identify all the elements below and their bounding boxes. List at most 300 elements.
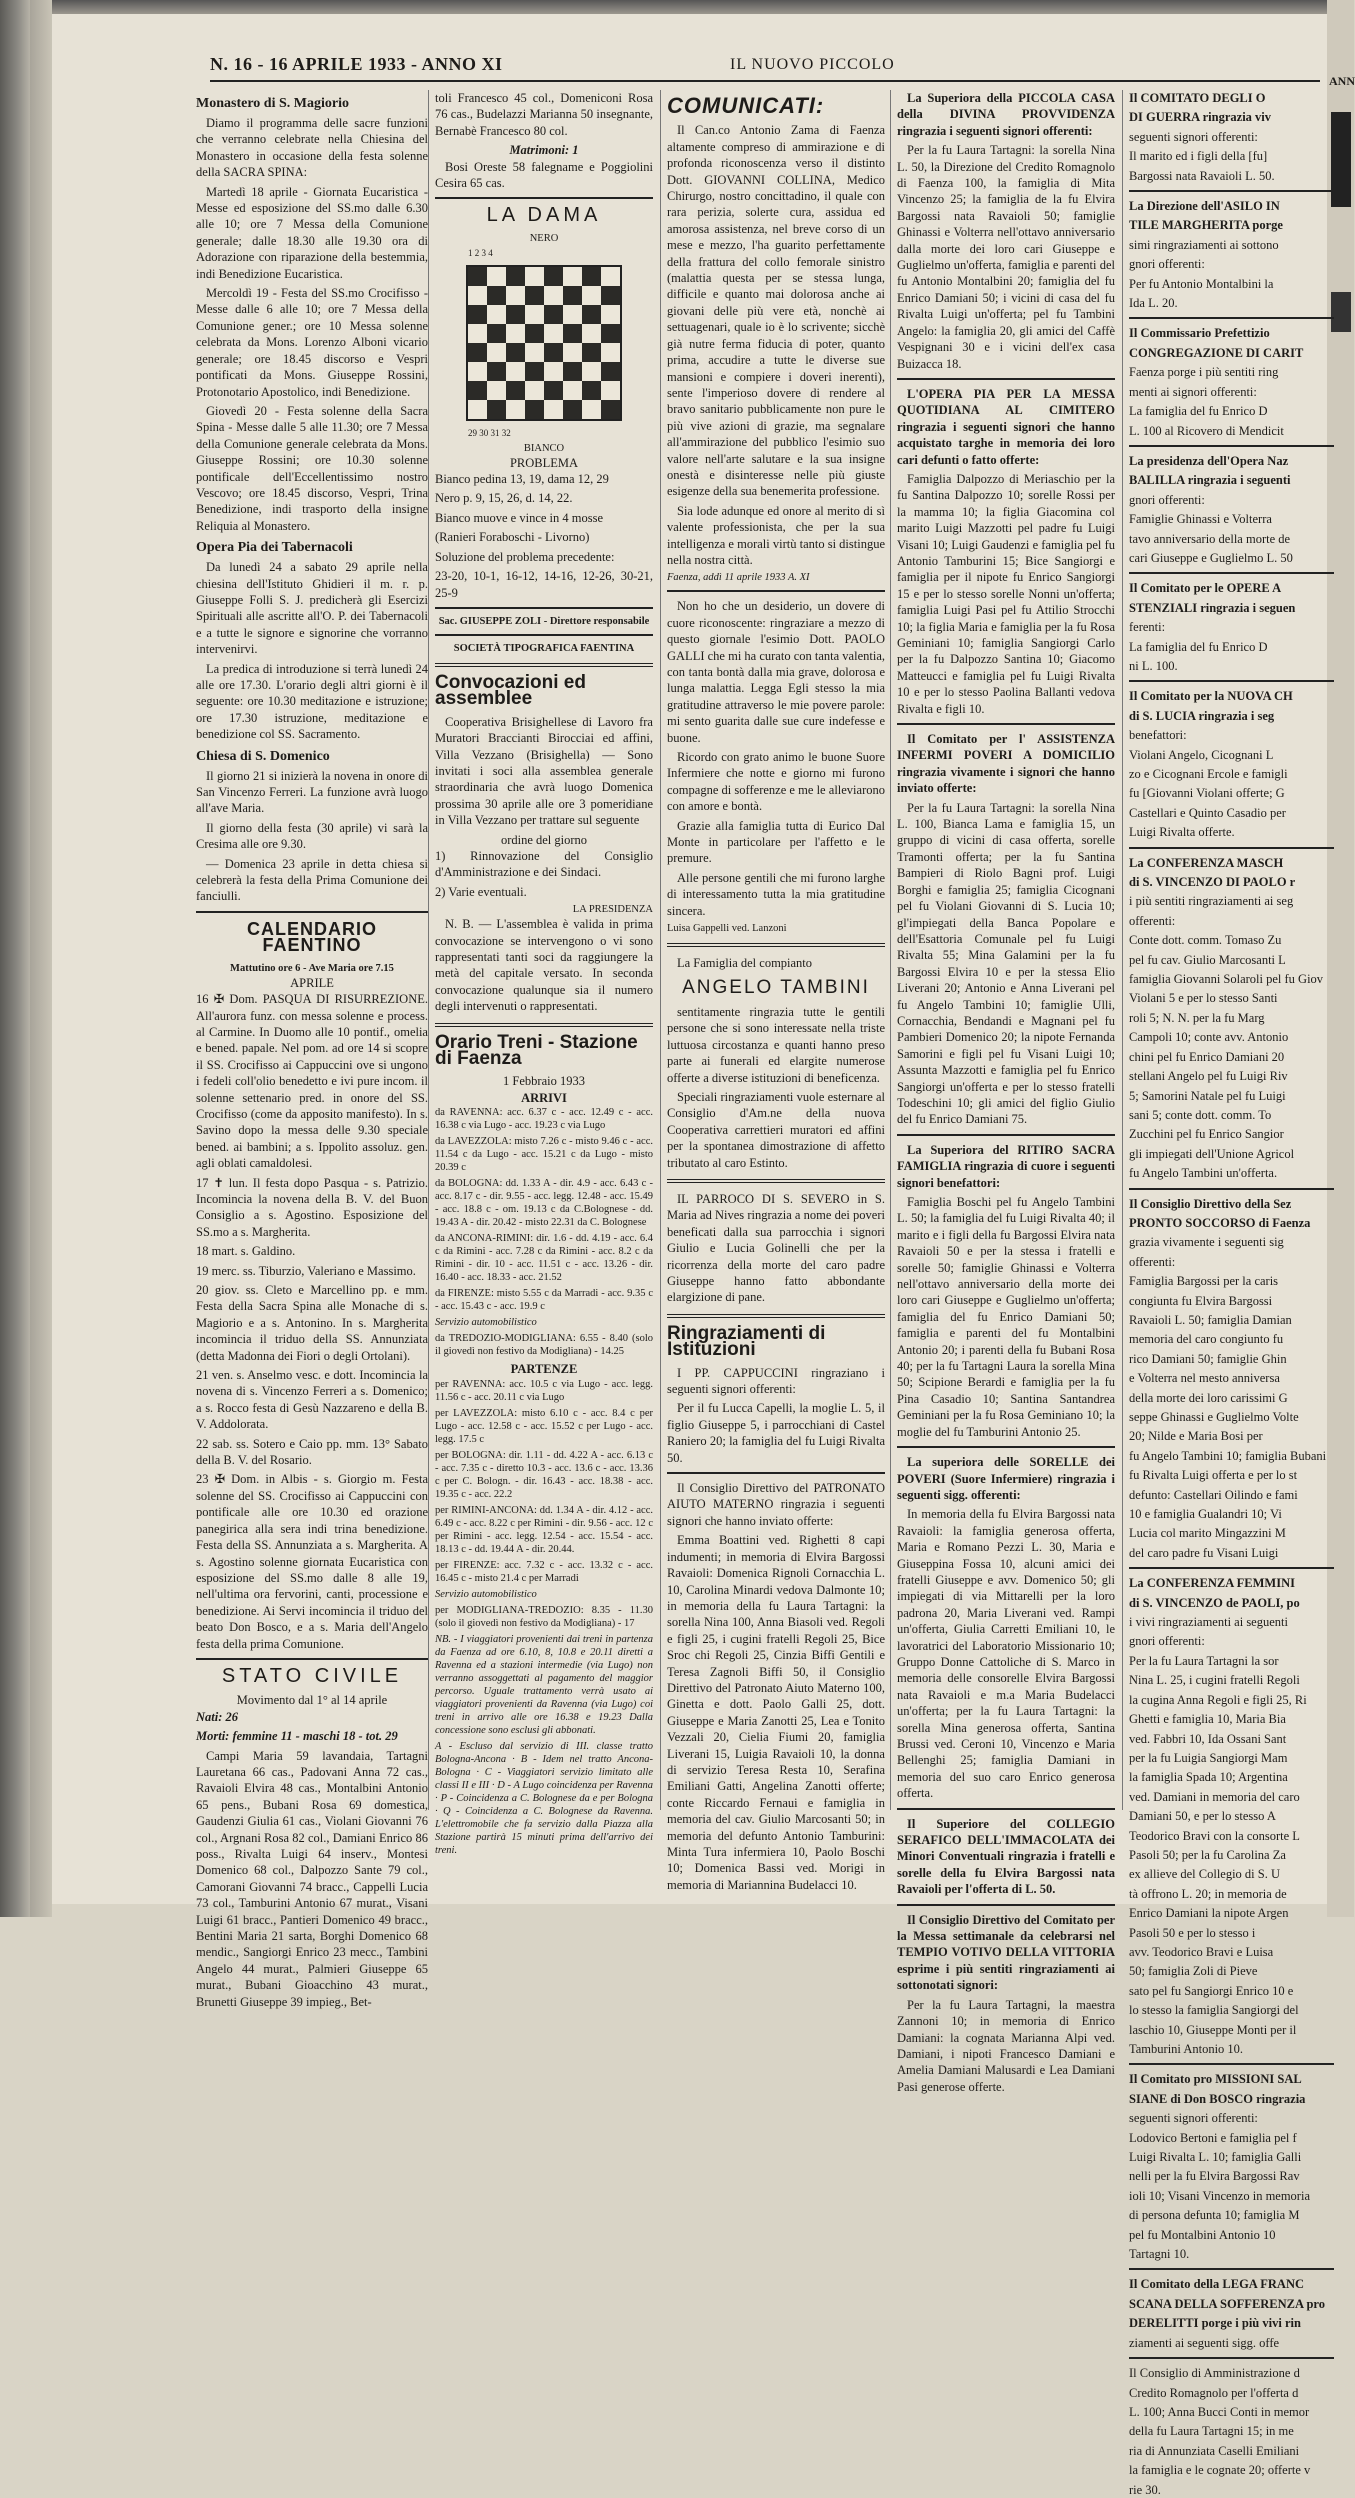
- divider: [1129, 2063, 1334, 2065]
- text-line: gnori offerenti:: [1129, 492, 1205, 507]
- text-line: ni L. 100.: [1129, 658, 1178, 673]
- text-line: Zucchini pel fu Enrico Sangior: [1129, 1127, 1284, 1142]
- text-line: gli impiegati dell'Unione Agricol: [1129, 1146, 1295, 1161]
- board-square: [544, 343, 563, 362]
- text: Giovedì 20 - Festa solenne della Sacra Spina - Messe dalle 5 alle 11.30; ore 7 Messa della Comunione generale celebrata da Mons. Giuseppe Rossini; ore 10.30 solenne pontificale dell'Eccellentissimo nostro Vescovo; ore 18.45 discorso, Vespri, Trina Benedizione, indi trasporto della insigne Reliquia al Monastero.: [196, 403, 428, 533]
- board-square: [525, 362, 544, 381]
- text: Martedì 18 aprile - Giornata Eucaristica - Messe ed esposizione del SS.mo dalle 6.30 alle 10; ore 7 Messa della Comunione generale; dalle 18.30 alle 19.30 ora di Adorazione con riparazione della bestemmia, indi Benedizione Eucaristica.: [196, 184, 428, 281]
- board-square: [506, 305, 525, 324]
- text-line: STENZIALI ringrazia i seguen: [1129, 600, 1296, 615]
- divider: [196, 911, 428, 913]
- board-bottom-numbers: 29 30 31 32: [468, 428, 511, 439]
- text-line: BALILLA ringrazia i seguenti: [1129, 473, 1291, 488]
- orario-date: 1 Febbraio 1933: [503, 1074, 585, 1089]
- board-square: [525, 267, 544, 286]
- text: La Superiora del RITIRO SACRA FAMIGLIA ringrazia di cuore i seguenti signori benefattori:: [897, 1142, 1115, 1190]
- text-line: Il Consiglio Direttivo della Sez: [1129, 1196, 1292, 1211]
- text-line: cari Giuseppe e Guglielmo L. 50: [1129, 550, 1293, 565]
- text: Diamo il programma delle sacre funzioni che verranno celebrate nella Chiesina del Monastero in occasione della festa solenne della SACRA SPINA:: [196, 116, 428, 180]
- text: A - Escluso dal servizio di III. classe tratto Bologna-Ancona · B - Idem nel tratto Ancona-Bologna · C - Viaggiatori servizio limitato alle classi II e III · D - A Lugo coincidenza per Ravenna · P - Coincidenza a C. Bolognese da e per Bologna · Q - Coincidenza a C. Bolognese da Ravenna. L'elettromobile che fa servizio dalla Piazza alla Stazione partirà 15 minuti prima dell'arrivo dei treni.: [435, 1740, 653, 1856]
- calendar-entry: 20 giov. ss. Cleto e Marcellino pp. e mm. Festa della Sacra Spina alle Monache di s. Magiorio e a s. Antonino. In s. Margherita incomincia il triduo della SS. Annunziata (detta Madonna dei Fiori o degli Ortolani).: [196, 1283, 428, 1363]
- text: sentitamente ringrazia tutte le gentili persone che si sono interessate nella triste luttuosa circostanza e quanti hanno preso parte ai funerali ed elargite numerose offerte a diverse istituzioni di beneficenza.: [667, 1004, 885, 1085]
- board-square: [468, 400, 487, 419]
- divider: [897, 1808, 1115, 1810]
- text-line: fu Angelo Tambini 10; famiglia Bubani: [1129, 1448, 1327, 1463]
- text-line: avv. Teodorico Bravi e Luisa: [1129, 1944, 1274, 1959]
- text-line: offerenti:: [1129, 913, 1176, 928]
- divider: [435, 197, 653, 199]
- text-line: Famiglie Ghinassi e Volterra: [1129, 512, 1272, 527]
- board-square: [525, 324, 544, 343]
- text-line: Lucia col marito Mingazzini M: [1129, 1526, 1286, 1541]
- text-line: Luigi Rivalta offerte.: [1129, 825, 1235, 840]
- text-line: ex allieve del Collegio di S. U: [1129, 1867, 1281, 1882]
- board-square: [601, 267, 620, 286]
- text: Non ho che un desiderio, un dovere di cuore riconoscente: ringraziare a mezzo di questo giornale l'esimio Dott. PAOLO GALLI che mi ha curato con tanta valentia, con tanta bontà dalla mia grave, dolorosa e lunga malattia. Legga Egli stesso la mia gratitudine attraverso le mie povere parole: mi sento guarita dalle sue cure indefesse e buone.: [667, 599, 885, 745]
- text: Per la fu Laura Tartagni: la sorella Nina L. 50, la Direzione del Credito Romagnolo di Faenza 100, la famiglia di Mita Vincenzo 25; la famiglia de la fu Elvira Bargossi nata Ravaioli 50; famiglie Ghinassi e Volterra nell'ottavo anniversario dalla morte dei loro cari Giuseppe e Guglielmo un'offerta, famiglia e parenti del fu Antonio Montalbini 20; famiglia del fu Enrico Damiani 50; i vicini di casa del fu Rivalta Luigi un'offerta; pel fu Tambini Angelo: la famiglia 20, gli amici del Caffè Vespignani 30 e i vicini dell'ex casa Buizacca 18.: [897, 143, 1115, 371]
- text: (Ranieri Foraboschi - Livorno): [435, 530, 590, 545]
- calendar-month: APRILE: [290, 975, 334, 990]
- comunicati-title: COMUNICATI:: [667, 93, 825, 118]
- text-line: DERELITTI porge i più vivi rin: [1129, 2316, 1301, 2331]
- text: Per la fu Laura Tartagni, la maestra Zannoni 10; in memoria di Enrico Damiani: la cognata Marianna Alpi ved. Damiani, i nipoti Francesco Damiani e Amelia Damiani Malusardi e Lea Damiani Pasi generose offerte.: [897, 1997, 1115, 2094]
- board-square: [544, 324, 563, 343]
- text-line: la famiglia e le cognate 20; offerte v: [1129, 2463, 1311, 2478]
- heading-magiorio: Monastero di S. Magiorio: [196, 96, 349, 111]
- board-square: [506, 343, 525, 362]
- column-5-truncated: [1122, 90, 1334, 2497]
- calendar-subtitle: Mattutino ore 6 - Ave Maria ore 7.15: [230, 962, 394, 974]
- board-square: [468, 381, 487, 400]
- board-square: [506, 362, 525, 381]
- text-line: fu Angelo Tambini un'offerta.: [1129, 1166, 1278, 1181]
- board-square: [563, 286, 582, 305]
- board-square: [468, 343, 487, 362]
- text-line: ved. Damiani in memoria del caro: [1129, 1789, 1300, 1804]
- board-square: [525, 286, 544, 305]
- text-line: Campoli 10; conte avv. Antonio: [1129, 1030, 1289, 1045]
- text: Per il fu Lucca Capelli, la moglie L. 5, il figlio Giuseppe 5, i parrocchiani di Castel Raniero 20; la famiglia del fu Luigi Rivalta 50.: [667, 1401, 885, 1465]
- text-line: la cugina Anna Regoli e figli 25, Ri: [1129, 1692, 1307, 1707]
- text-line: di persona defunta 10; famiglia M: [1129, 2208, 1300, 2223]
- text-line: Credito Romagnolo per l'offerta d: [1129, 2385, 1299, 2400]
- text-line: famiglia Giovanni Solaroli pel fu Giov: [1129, 972, 1324, 987]
- divider: [897, 378, 1115, 380]
- divider: [1129, 190, 1334, 192]
- text: N. B. — L'assemblea è valida in prima convocazione se intervengono o vi sono rappresentati tanti soci da raggiungere la metà del capitale versato. In seconda convocazione qualunque sia il numero degli intervenuti o rappresentati.: [435, 917, 653, 1014]
- text-line: Il marito ed i figli della [fu]: [1129, 149, 1268, 164]
- dama-title: LA DAMA: [486, 204, 602, 227]
- board-square: [487, 267, 506, 286]
- text-line: ferenti:: [1129, 620, 1166, 635]
- calendar-entry: 21 ven. s. Anselmo vesc. e dott. Incomincia la novena di s. Vincenzo Ferreri a s. Domenico; a s. Rocco festa di Gesù Nazzareno e della B. V. Addolorata.: [196, 1368, 428, 1432]
- adjacent-masthead-fragment: ANN: [1329, 74, 1355, 88]
- board-square: [563, 305, 582, 324]
- text-line: chini pel fu Enrico Damiani 20: [1129, 1049, 1285, 1064]
- board-square: [601, 381, 620, 400]
- board-square: [601, 343, 620, 362]
- text: Famiglia Dalpozzo di Meriaschio per la fu Santina Dalpozzo 10; sorelle Rossi per la mamma 10; la figlia Giacomina col marito Luigi Mazzotti pel padre fu Luigi Visani 10; Luigi Gaudenzi e famiglia pel fu Antonio Tamburini 15; Bice Sangiorgi e famiglia per il nipote fu Enrico Sangiorgi 15 e per lo stesso sorelle Nonni un'offerta; famiglia Luigi Pasi pel fu Attilio Strocchi 10; la figlia Maria e famiglia per la fu Rosa Geminiani 10; famiglia Sangiorgi Carlo per la fu Dalpozzo Santina 10; Giacomo Matteucci e famiglia pel fu Luigi Rivalta 10 e per lo stesso Paolina Ballanti vedova Rivalta e figli 10.: [897, 471, 1115, 716]
- text: Il Consiglio Direttivo del PATRONATO AIUTO MATERNO ringrazia i seguenti signori che hanno inviato offerte:: [667, 1481, 885, 1528]
- text-line: i più sentiti ringraziamenti ai seg: [1129, 894, 1294, 909]
- text-line: ria di Annunziata Caselli Emiliani: [1129, 2443, 1300, 2458]
- board-square: [544, 286, 563, 305]
- text-line: L. 100 al Ricovero di Mendicit: [1129, 423, 1284, 438]
- text-line: La CONFERENZA MASCH: [1129, 855, 1284, 870]
- text-line: 10 e famiglia Gualandri 10; Vi: [1129, 1507, 1282, 1522]
- divider: [1129, 317, 1334, 319]
- board-square: [468, 286, 487, 305]
- divider: [1129, 1188, 1334, 1190]
- text: per FIRENZE: acc. 7.32 c - acc. 13.32 c - acc. 16.45 c - misto 21.4 c per Marradi: [435, 1559, 653, 1584]
- morti-list: Campi Maria 59 lavandaia, Tartagni Lauretana 66 cas., Padovani Anna 72 cas., Ravaioli Elvira 48 cas., Montalbini Antonio 65 pens., Bubani Rosa 69 domestica, Gaudenzi Giulia 61 cas., Violani Giovanni 76 col., Argnani Rosa 82 col., Damiani Enrico 86 poss., Rivalta Luigi 64 inserv., Montesi Domenico 68 col., Dalpozzo Sante 79 col., Camorani Giovanni 74 bracc., Cappelli Lucia 73 col., Tamburini Antonio 67 murat., Visani Luigi 61 bracc., Pantieri Domenico 49 bracc., Bentini Maria 21 sarta, Borghi Domenico 68 mendic., Sangiorgi Enrico 23 mecc., Tambini Angelo 44 murat., Palmieri Giuseppe 65 murat., Bubani Gioacchino 43 murat., Brunetti Giuseppe 39 impieg., Bet-: [196, 1748, 428, 2009]
- text-line: Il Consiglio di Amministrazione d: [1129, 2366, 1300, 2381]
- dama-bianco: BIANCO: [523, 442, 565, 454]
- column-1: [196, 90, 428, 2009]
- text-line: Pasoli 50 e per lo stesso i: [1129, 1925, 1256, 1940]
- page-gutter: [30, 0, 52, 1917]
- text-line: Il Comitato pro MISSIONI SAL: [1129, 2072, 1302, 2087]
- text-line: defunto: Castellari Oilindo e fami: [1129, 1487, 1298, 1502]
- board-square: [582, 343, 601, 362]
- adjacent-dark-block-2: [1331, 292, 1351, 332]
- board-square: [468, 324, 487, 343]
- board-square: [506, 381, 525, 400]
- issue-info: N. 16 - 16 APRILE 1933 - ANNO XI: [210, 54, 503, 74]
- divider: [1129, 1567, 1334, 1569]
- text-line: Bargossi nata Ravaioli L. 50.: [1129, 168, 1275, 183]
- scan-top-edge: [0, 0, 1354, 14]
- board-square: [487, 286, 506, 305]
- text: Per la fu Laura Tartagni: la sorella Nina L. 100, Bianca Lama e famiglia 15, un gruppo di vicini di casa offerta, sorelle Tramonti offerta; per la fu Santina Bampieri di Riolo Bagni prof. Luigi Borghi e famiglia 25; famiglia Cicognani pel fu Violani Giovanni di S. Lucia 10; gl'impiegati della Banca Popolare e dell'Esattoria Comunale pel fu Luigi Rivalta 55; Mina Galamini per la fu Bargossi Elvira 10 e per la stessa Elio Liverani 20; Antonio e Anna Liverani pel fu Angelo Tambini 10; famiglie Ulli, Cornacchia, Bendandi e Magnani pel fu Pambieri Domenico 20; la nipote Fernanda Samorini e figli pel fu Visani Luigi 10; Assunta Mazzotti e famiglia pel fu Enrico Sangiorgi un'offerta e per lo stesso fratelli Todeschini 10; gli amici del figlio Giulio del fu Enrico Damiani 75.: [897, 800, 1115, 1127]
- calendar-entry: 19 merc. ss. Tiburzio, Valeriano e Massimo.: [196, 1263, 416, 1278]
- text: Mercoldì 19 - Festa del SS.mo Crocifisso - Messe dalle 6 alle 10; ore 7 Messa della Comunione gener.; ore 10 Messa solenne celebrata da Mons. Lorenzo Alboni vicario generale; ore 18.45 discorso e Vespri pontificati da Mons. Giuseppe Rossini, Protonotario Apostolico, indi Benedizione.: [196, 286, 428, 399]
- divider: [897, 1134, 1115, 1136]
- text-line: rico Damiani 50; famiglie Ghin: [1129, 1351, 1287, 1366]
- text-line: menti ai signori offerenti:: [1129, 384, 1257, 399]
- text: La predica di introduzione si terrà lunedì 24 alle ore 17.30. L'orario degli altri giorni è il seguente: ore 10.30 meditazione e istruzione; ore 17.30 istruzione, meditazione e benedizione col SS. Sacramento.: [196, 661, 428, 742]
- text-line: La Direzione dell'ASILO IN: [1129, 199, 1280, 214]
- board-square: [544, 362, 563, 381]
- divider: [667, 943, 885, 947]
- text: Bianco muove e vince in 4 mosse: [435, 510, 604, 525]
- board-square: [487, 305, 506, 324]
- text-line: Conte dott. comm. Tomaso Zu: [1129, 933, 1282, 948]
- heading-tabernacoli: Opera Pia dei Tabernacoli: [196, 540, 353, 556]
- text-line: Ida L. 20.: [1129, 296, 1178, 311]
- board-square: [582, 305, 601, 324]
- heading-s-domenico: Chiesa di S. Domenico: [196, 748, 330, 764]
- divider: [897, 1446, 1115, 1448]
- binding-edge: [0, 0, 30, 1917]
- board-square: [487, 381, 506, 400]
- calendar-entry: 17 ✝ lun. Il festa dopo Pasqua - s. Patrizio. Incomincia la novena della B. V. del Buon Consiglio a s. Agostino. Esposizione del SS.mo a s. Margherita.: [196, 1175, 428, 1239]
- board-square: [525, 400, 544, 419]
- text: da RAVENNA: acc. 6.37 c - acc. 12.49 c - acc. 16.38 c via Lugo - acc. 19.23 c via Lugo: [435, 1107, 653, 1132]
- board-square: [563, 381, 582, 400]
- text: Speciali ringraziamenti vuole esternare al Consiglio d'Am.ne della nuova Cooperativa carrettieri muratori ed affini per la spontanea dimostrazione di affetto tributato al caro Estinto.: [667, 1089, 885, 1170]
- board-square: [525, 381, 544, 400]
- text-line: Lodovico Bertoni e famiglia pel f: [1129, 2130, 1297, 2145]
- nati-count: Nati: 26: [196, 1709, 239, 1724]
- direttore: Sac. GIUSEPPE ZOLI - Direttore responsabile: [438, 615, 650, 627]
- board-square: [468, 362, 487, 381]
- board-square: [544, 305, 563, 324]
- text: Il giorno 21 si inizierà la novena in onore di San Vincenzo Ferreri. La funzione avrà luogo all'ave Maria.: [196, 768, 428, 816]
- text-line: DI GUERRA ringrazia viv: [1129, 110, 1272, 125]
- text-line: Per la fu Laura Tartagni la sor: [1129, 1653, 1279, 1668]
- board-square: [601, 305, 620, 324]
- text: La superiora delle SORELLE dei POVERI (Suore Infermiere) ringrazia i seguenti sigg. offerenti:: [897, 1455, 1115, 1502]
- signature: Luisa Gappelli ved. Lanzoni: [667, 923, 787, 935]
- divider: [1129, 847, 1334, 849]
- text: da TREDOZIO-MODIGLIANA: 6.55 - 8.40 (solo il giovedì non festivo da Modigliana) - 14.25: [435, 1333, 653, 1358]
- text-line: grazia vivamente i seguenti sig: [1129, 1235, 1284, 1250]
- board-square: [506, 324, 525, 343]
- text-line: Damiani 50, e per lo stesso A: [1129, 1809, 1276, 1824]
- text: Cooperativa Brisighellese di Lavoro fra Muratori Braccianti Birocciai ed affini, Villa Vezzano (Brisighella) — Sono invitati i soci alla assemblea generale straordinaria che avrà luogo Domenica prossima 30 aprile alle ore 3 pomeridiane in Villa Vezzano per trattare sul seguente: [435, 714, 653, 828]
- board-square: [506, 286, 525, 305]
- calendar-entry: 18 mart. s. Galdino.: [196, 1244, 296, 1259]
- text: da BOLOGNA: dd. 1.33 A - dir. 4.9 - acc. 6.43 c - acc. 8.17 c - dir. 9.55 - acc. legg. 12.48 - acc. 15.49 - acc. 18.8 c - om. 19.13 c da C.Bolognese - dd. 19.43 A - dir. 20.42 - misto 22.31 da C. Bolognese: [435, 1178, 653, 1229]
- board-square: [563, 400, 582, 419]
- board-square: [601, 324, 620, 343]
- text: per MODIGLIANA-TREDOZIO: 8.35 - 11.30 (solo il giovedì non festivo da Modigliana) - 17: [435, 1604, 653, 1629]
- text-line: Violani Angelo, Cicognani L: [1129, 747, 1274, 762]
- text-line: seguenti signori offerenti:: [1129, 129, 1258, 144]
- board-square: [582, 324, 601, 343]
- text-line: stellani Angelo pel fu Luigi Riv: [1129, 1069, 1288, 1084]
- text-line: Luigi Rivalta L. 10; famiglia Galli: [1129, 2150, 1302, 2165]
- text: Soluzione del problema precedente:: [435, 549, 615, 564]
- dama-nero: NERO: [529, 232, 559, 244]
- text: da ANCONA-RIMINI: dir. 1.6 - dd. 4.19 - acc. 6.4 c da Rimini - acc. 7.28 c da Rimini - acc. 8.2 c da Rimini - dir. 10 - acc. 11.51 c - acc. 13.26 - dir. 16.40 - acc. 18.33 - acc. 21.52: [435, 1233, 653, 1284]
- divider: [435, 634, 653, 636]
- text-line: del caro padre fu Visani Luigi: [1129, 1545, 1279, 1560]
- text: In memoria della fu Elvira Bargossi nata Ravaioli: la famiglia generosa offerta, Maria e Romano Pezzi L. 30, Maria e Giuseppina Fossa 10, alcuni amici dei fratelli Giuseppe e avv. Domenico 50; gli impiegati di via Mittarelli per la loro padrona 20, Maria Liverani ved. Rampi un'offerta, Giulia Carretti Emiliani 10, le lavoratrici del Laboratorio Missionario 10; Gruppo Donne Cattoliche di S. Marco in memoria delle consorelle Elvira Bargossi nata Ravaioli e m.a Maria Budelacci un'offerta; per la fu Laura Tartagni: la sorella Mina generosa offerta, Santina Brussi ved. Ceroni 10, Vincenzo e Maria Bellenghi 25; famiglia Damiani in memoria del suo caro Enrico generosa offerta.: [897, 1507, 1115, 1801]
- text-line: la famiglia Spada 10; Argentina: [1129, 1770, 1288, 1785]
- text: — Domenica 23 aprile in detta chiesa si celebrerà la festa della Prima Comunione dei fanciulli.: [196, 856, 428, 904]
- board-square: [506, 267, 525, 286]
- text: da FIRENZE: misto 5.55 c da Marradi - acc. 9.35 c - acc. 15.43 c - acc. 19.9 c: [435, 1288, 653, 1313]
- calendar-title: CALENDARIO FAENTINO: [247, 918, 377, 956]
- text: Sia lode adunque ed onore al merito di sì valente professionista, che per la sua intelligenza e morali virtù tanto si distingue nella nostra città.: [667, 503, 886, 567]
- matrimoni-label: Matrimoni: 1: [509, 143, 579, 158]
- text-line: ziamenti ai seguenti sigg. offe: [1129, 2335, 1280, 2350]
- ringraziamenti-title: Ringraziamenti di Istituzioni: [667, 1322, 826, 1361]
- text-line: 20; Nilde e Maria Bosi per: [1129, 1429, 1263, 1444]
- text: Il giorno della festa (30 aprile) vi sarà la Cresima alle ore 9.30.: [196, 820, 428, 852]
- board-square: [544, 267, 563, 286]
- text: 1) Rinnovazione del Consiglio d'Amministrazione e dei Sindaci.: [435, 848, 653, 880]
- text: Il Can.co Antonio Zama di Faenza altamente compreso di ammirazione e di profonda riconoscenza verso il distinto Dott. GIOVANNI COLLINA, Medico Chirurgo, nostro concittadino, il quale con rara perizia, solerte cura, assidua ed amorosa assistenza, nel breve corso di un mese e mezzo, l'ha guarito perfettamente della frattura del collo femorale sinistro (malattia questa per se stessa lunga, difficile e quanto mai dolorosa anche ai giovani delle più vere età, nonchè ai settuagenari, quale io è lo scrivente; sicchè già nutre ferma fiducia di poter, quanto prima, accudire a tutte le diverse sue mansioni e compiere i doveri inerenti), sente l'imperioso dovere di rendere al bravo sanitario pubblicamente non pure le più vive azioni di grazie, ma segnalare all'ammirazione del pubblico l'esimio suo valore nell'arte salutare e la sua insigne onestà e disinteresse nelle più giuste esigenze della sua benemerita professione.: [667, 123, 885, 499]
- text-line: TILE MARGHERITA porge: [1129, 218, 1283, 233]
- text: Nero p. 9, 15, 26, d. 14, 22.: [435, 491, 573, 506]
- text: Bosi Oreste 58 falegname e Poggiolini Cesira 65 cas.: [435, 159, 653, 191]
- text: IL PARROCO DI S. SEVERO in S. Maria ad Nives ringrazia a nome dei poveri beneficati dalla sua parrocchia i signori Giulio e Lucia Golinelli che per la ricorrenza della morte del caro padre Giuseppe hanno fatto abbondante elargizione di pane.: [667, 1191, 885, 1305]
- text-line: seguenti signori offerenti:: [1129, 2111, 1258, 2126]
- text-line: Faenza porge i più sentiti ring: [1129, 365, 1279, 380]
- text: da LAVEZZOLA: misto 7.26 c - misto 9.46 c - acc. 11.54 c da Lugo - acc. 15.21 c da Lugo - misto 20.39 c: [435, 1136, 653, 1174]
- divider: [196, 1658, 428, 1660]
- text-line: tà offrono L. 20; in memoria de: [1129, 1886, 1287, 1901]
- text-line: gnori offerenti:: [1129, 257, 1205, 272]
- text: Faenza, addì 11 aprile 1933 A. XI: [667, 572, 810, 584]
- text-line: La CONFERENZA FEMMINI: [1129, 1576, 1295, 1591]
- divider: [435, 607, 653, 609]
- text-line: Violani 5 e per lo stesso Santi: [1129, 991, 1278, 1006]
- text-line: nelli per la fu Elvira Bargossi Rav: [1129, 2169, 1300, 2184]
- text: L'OPERA PIA PER LA MESSA QUOTIDIANA AL CIMITERO ringrazia i seguenti signori che hanno acquistato targhe in memoria dei loro cari defunti o fatto offerte:: [897, 386, 1115, 467]
- divider: [435, 1023, 653, 1027]
- text-line: Tartagni 10.: [1129, 2247, 1190, 2262]
- convocazioni-title: Convocazioni ed assemblee: [435, 671, 586, 710]
- text-line: congiunta fu Elvira Bargossi: [1129, 1293, 1273, 1308]
- text-line: Ghetti e famiglia 10, Maria Bia: [1129, 1712, 1286, 1727]
- text-line: fu [Giovanni Violani offerte; G: [1129, 786, 1285, 801]
- calendar-entry: 22 sab. ss. Sotero e Caio pp. mm. 13° Sabato della B. V. del Rosario.: [196, 1436, 428, 1468]
- orario-title: Orario Treni - Stazione di Faenza: [435, 1031, 638, 1070]
- divider: [897, 723, 1115, 725]
- partenze-label: PARTENZE: [510, 1362, 578, 1377]
- text-line: Teodorico Bravi con la consorte L: [1129, 1828, 1300, 1843]
- calendar-entry: 23 ✠ Dom. in Albis - s. Giorgio m. Festa solenne del SS. Crocifisso ai Cappuccini con pontificale alle ore 10.30 ed orazione panegirica alla sera indi trina benedizione. Festa della SS. Annunziata a s. Margherita. A s. Agostino solenne giornata Eucaristica con esposizione del SS.mo dalle 8 alle 19, nell'ultima ora fervorini, canti, processione e benedizione. Ai Servi incomincia il triduo del beato Don Bosco, e a s. Maria dell'Angelo festa della prima Comunione.: [196, 1472, 428, 1651]
- text-line: gnori offerenti:: [1129, 1634, 1205, 1649]
- text-line: della fu Laura Tartagni 15; in me: [1129, 2424, 1294, 2439]
- text: Servizio automobilistico: [435, 1588, 537, 1600]
- text: Il Consiglio Direttivo del Comitato per la Messa settimanale da celebrarsi nel TEMPIO VOTIVO DELLA VITTORIA esprime i più sentiti ringraziamenti ai sottonotati signori:: [897, 1912, 1115, 1993]
- column-3: [660, 90, 886, 1892]
- column-2: [428, 90, 653, 1856]
- calendar-entry: 16 ✠ Dom. PASQUA DI RISURREZIONE. All'aurora funz. con messa solenne e process. al Carmine. In Duomo alle 10 pontif., omelia e bened. papale. Nel pom. ad ore 14 si scopre il SS. Crocifisso ai Cappuccini ove si ungono i fedeli coll'olio benedetto e ivi pure incom. il solenne settenario pred. in onore del SS. Crocifisso (come da apposito manifesto). In s. Savino dopo la messa delle 9.30 speciale bened. ai bambini; a s. Ippolito assoluz. gen. agli oblati camaldolesi.: [196, 992, 428, 1171]
- board-square: [601, 362, 620, 381]
- text-line: sato pel fu Sangiorgi Enrico 10 e: [1129, 1983, 1294, 1998]
- text-line: e Volterra nel mesto anniversa: [1129, 1371, 1280, 1386]
- stato-civile-subtitle: Movimento dal 1° al 14 aprile: [236, 1693, 388, 1708]
- text-line: di S. LUCIA ringrazia i seg: [1129, 708, 1275, 723]
- divider: [1129, 572, 1334, 574]
- masthead: [210, 52, 1320, 82]
- text-line: roli 5; N. N. per la fu Marg: [1129, 1010, 1265, 1025]
- text: per RAVENNA: acc. 10.5 c via Lugo - acc. legg. 11.56 c - acc. 20.11 c via Lugo: [435, 1378, 653, 1403]
- text: per RIMINI-ANCONA: dd. 1.34 A - dir. 4.12 - acc. 6.49 c - acc. 8.22 c per Rimini - dir. 9.56 - acc. 12 c per Rimini - acc. legg. 12.54 - acc. 15.54 - acc. 18.13 c - dd. 19.44 A - dir. 20.44.: [435, 1504, 653, 1555]
- text-line: tavo anniversario della morte de: [1129, 531, 1291, 546]
- text-line: Il Commissario Prefettizio: [1129, 326, 1270, 341]
- column-4: [890, 90, 1115, 2094]
- stato-civile-title: STATO CIVILE: [221, 1664, 403, 1687]
- text-line: La presidenza dell'Opera Naz: [1129, 453, 1289, 468]
- text: Famiglia Boschi pel fu Angelo Tambini L. 50; la famiglia del fu Luigi Rivalta 40; il marito e i figli della fu Bargossi Elvira nata Ravaioli 50 e per la stessa i fratelli e sorelle 50; famiglie Ghinassi e Volterra nell'ottavo anniversario della morte dei loro cari Giuseppe e Guglielmo un'offerta; famiglia del fu Enrico Damiani 50; famiglia e parenti del fu Montalbini Antonio 20; i parenti della fu Bubani Rosa 40; per la fu Tartagni Laura la sorella Mina 50; Scipione Berardi e famiglia per la fu Pina Casadio 10; Santina Santandrea Geminiani per la fu Rosa Geminiano 10; la moglie del fu Tamburini Antonio 25.: [897, 1195, 1115, 1439]
- divider: [667, 1179, 885, 1183]
- text: Il Superiore del COLLEGIO SERAFICO DELL'IMMACOLATA dei Minori Conventuali ringrazia i fratelli e sorelle della fu Elvira Bargossi nata Ravaioli per l'offerta di L. 50.: [897, 1816, 1115, 1897]
- board-square: [487, 400, 506, 419]
- text-line: Tamburini Antonio 10.: [1129, 2042, 1244, 2056]
- divider: [897, 1904, 1115, 1906]
- text-line: Ravaioli L. 50; famiglia Damian: [1129, 1312, 1292, 1327]
- text: I PP. CAPPUCCINI ringraziano i seguenti signori offerenti:: [667, 1365, 885, 1397]
- board-square: [468, 267, 487, 286]
- board-square: [506, 400, 525, 419]
- text-line: per la fu Luigia Sangiorgi Mam: [1129, 1750, 1288, 1765]
- board-square: [563, 267, 582, 286]
- text-line: pel fu Montalbini Antonio 10: [1129, 2227, 1276, 2242]
- text-line: Famiglia Bargossi per la caris: [1129, 1274, 1279, 1289]
- text-line: ioli 10; Visani Vincenzo in memoria: [1129, 2188, 1310, 2203]
- text-line: fu Rivalta Luigi offerta e per lo st: [1129, 1468, 1298, 1483]
- text-line: ved. Fabbri 10, Ida Ossani Sant: [1129, 1731, 1287, 1746]
- text-line: della morte dei loro carissimi G: [1129, 1390, 1288, 1405]
- tambini-name: ANGELO TAMBINI: [682, 976, 870, 998]
- board-square: [582, 286, 601, 305]
- text-line: di S. VINCENZO de PAOLI, po: [1129, 1595, 1300, 1610]
- text: La Famiglia del compianto: [677, 956, 813, 971]
- divider: [667, 1472, 885, 1474]
- text: per BOLOGNA: dir. 1.11 - dd. 4.22 A - acc. 6.13 c - acc. 7.35 c - diretto 10.3 - acc. 13.6 c - acc. 13.36 c per C. Bologn. - dir. 16.43 - acc. 18.38 - acc. 19.35 c - acc. 22.2: [435, 1449, 653, 1500]
- text: NB. - I viaggiatori provenienti dai treni in partenza da Faenza ad ore 6.10, 8, 10.8 e 20.11 diretti a Ravenna ed a stazioni intermedie (via Lugo) non verranno assoggettati al pagamento del maggior percorso. Uguale trattamento verrà usato ai viaggiatori provenienti da Ravenna (via Lugo) coi treni in arrivo alle ore 16.38 e 19.23 Dalla concessione sono esclusi gli abbonati.: [435, 1633, 653, 1736]
- divider: [1129, 680, 1334, 682]
- text-line: pel fu cav. Giulio Marcosanti L: [1129, 952, 1286, 967]
- board-square: [563, 362, 582, 381]
- board-square: [582, 400, 601, 419]
- text-line: lo stesso la famiglia Sangiorgi del: [1129, 2003, 1299, 2018]
- board-square: [601, 286, 620, 305]
- divider: [435, 663, 653, 667]
- divider: [667, 590, 885, 592]
- text-line: offerenti:: [1129, 1254, 1176, 1269]
- text: Grazie alla famiglia tutta di Eurico Dal Monte in particolare per l'affetto e le premure.: [667, 818, 885, 866]
- board-square: [582, 362, 601, 381]
- text-line: laschio 10, Giuseppe Monti per il: [1129, 2022, 1297, 2037]
- problema-label: PROBLEMA: [509, 455, 579, 470]
- newspaper-title: IL NUOVO PICCOLO: [730, 56, 895, 73]
- text-line: benefattori:: [1129, 728, 1187, 743]
- text-line: i vivi ringraziamenti ai seguenti: [1129, 1615, 1288, 1630]
- text-line: SCANA DELLA SOFFERENZA pro: [1129, 2296, 1325, 2311]
- text-line: Il Comitato della LEGA FRANC: [1129, 2277, 1304, 2292]
- text-line: Il Comitato per le OPERE A: [1129, 581, 1282, 596]
- text-line: 50; famiglia Zoli di Pieve: [1129, 1964, 1258, 1979]
- morti-count: Morti: femmine 11 - maschi 18 - tot. 29: [196, 1729, 398, 1744]
- text-line: La famiglia del fu Enrico D: [1129, 404, 1268, 419]
- presidenza: LA PRESIDENZA: [572, 904, 653, 916]
- text-line: simi ringraziamenti ai sottono: [1129, 237, 1279, 252]
- text-line: SIANE di Don BOSCO ringrazia: [1129, 2091, 1306, 2106]
- text: 2) Varie eventuali.: [435, 884, 527, 899]
- text-line: Castellari e Quinto Casadio per: [1129, 805, 1286, 820]
- checkers-board: [466, 265, 622, 421]
- text: La Superiora della PICCOLA CASA della DIVINA PROVVIDENZA ringrazia i seguenti signori offerenti:: [897, 91, 1115, 138]
- board-square: [525, 305, 544, 324]
- board-square: [487, 343, 506, 362]
- text-line: sani 5; conte dott. comm. To: [1129, 1107, 1272, 1122]
- text-line: seppe Ghinassi e Guglielmo Volte: [1129, 1410, 1299, 1424]
- text: Bianco pedina 13, 19, dama 12, 29: [435, 472, 609, 487]
- text-line: Il Comitato per la NUOVA CH: [1129, 689, 1293, 704]
- board-square: [487, 362, 506, 381]
- text: per LAVEZZOLA: misto 6.10 c - acc. 8.4 c per Lugo - acc. 12.58 c - acc. 15.52 c per Lugo - acc. legg. 17.5 c: [435, 1407, 653, 1445]
- divider: [1129, 445, 1334, 447]
- board-square: [525, 343, 544, 362]
- text-line: PRONTO SOCCORSO di Faenza: [1129, 1215, 1311, 1230]
- board-square: [601, 400, 620, 419]
- board-square: [544, 381, 563, 400]
- text-line: La famiglia del fu Enrico D: [1129, 639, 1268, 654]
- ordine-del-giorno: ordine del giorno: [500, 832, 588, 847]
- text-line: zo e Cicognani Ercole e famigli: [1129, 767, 1288, 781]
- text: Ricordo con grato animo le buone Suore Infermiere che notte e giorno mi furono compagne di sofferenze e me le alleviarono con amore e bontà.: [667, 750, 885, 814]
- text-line: memoria del caro congiunto fu: [1129, 1332, 1284, 1347]
- text-line: Nina L. 25, i cugini fratelli Regoli: [1129, 1673, 1300, 1688]
